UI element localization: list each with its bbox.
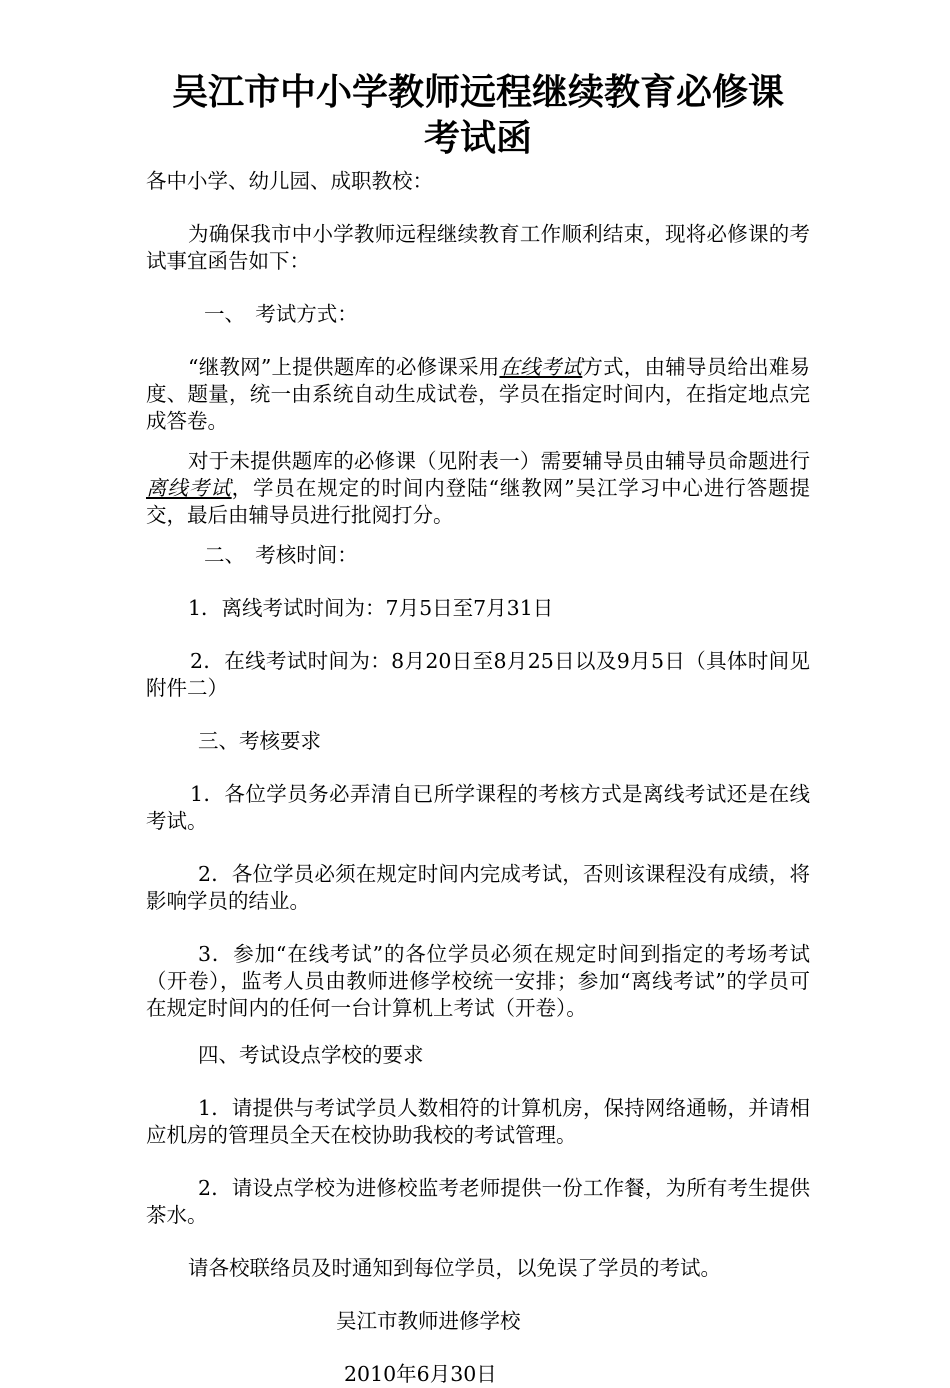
closing-paragraph: 请各校联络员及时通知到每位学员，以免误了学员的考试。 [188, 1256, 721, 1280]
section-1-heading: 一、 考试方式： [204, 302, 358, 326]
section-4-item-2: 2．请设点学校为进修校监考老师提供一份工作餐，为所有考生提供茶水。 [146, 1176, 810, 1227]
section-3-item-2: 2．各位学员必须在规定时间内完成考试，否则该课程没有成绩，将影响学员的结业。 [146, 862, 810, 913]
section-2-heading: 二、 考核时间： [204, 543, 358, 567]
section-1-paragraph-1 [146, 354, 810, 435]
section-4-item-1: 1．请提供与考试学员人数相符的计算机房，保持网络通畅，并请相应机房的管理员全天在校协助我校的考试管理。 [146, 1096, 810, 1147]
section-2-item-2: 2．在线考试时间为：8月20日至8月25日以及9月5日（具体时间见附件二） [146, 649, 810, 700]
section-2-item-1: 1．离线考试时间为：7月5日至7月31日 [188, 596, 554, 620]
document-title [146, 70, 810, 162]
document-page [146, 70, 810, 1388]
section-3-item-3: 3．参加“在线考试”的各位学员必须在规定时间到指定的考场考试（开卷），监考人员由教师进修学校统一安排；参加“离线考试”的学员可在规定时间内的任何一台计算机上考试（开卷）。 [146, 942, 810, 1020]
section-4-heading: 四、考试设点学校的要求 [198, 1043, 424, 1067]
section-1-paragraph-1-text-b: 方式，由辅导员给出难易度、题量，统一由系统自动生成试卷，学员在指定时间内，在指定地点完成答卷。 [146, 355, 811, 433]
section-1-paragraph-2 [146, 448, 810, 529]
online-exam-emphasis: 在线考试 [499, 355, 583, 379]
signature: 吴江市教师进修学校 [336, 1309, 521, 1333]
section-1-paragraph-2-text-b: ，学员在规定的时间内登陆“继教网”吴江学习中心进行答题提交，最后由辅导员进行批阅打分。 [146, 476, 810, 527]
title-line-2: 考试函 [423, 118, 532, 159]
intro-paragraph: 为确保我市中小学教师远程继续教育工作顺利结束，现将必修课的考试事宜函告如下： [146, 222, 810, 273]
section-3-item-1: 1．各位学员务必弄清自已所学课程的考核方式是离线考试还是在线考试。 [146, 782, 810, 833]
title-line-1: 吴江市中小学教师远程继续教育必修课 [171, 72, 784, 113]
section-1-paragraph-1-text-a: “继教网”上提供题库的必修课采用 [188, 355, 500, 379]
section-3-heading: 三、考核要求 [198, 729, 321, 753]
offline-exam-emphasis: 离线考试 [146, 476, 232, 500]
section-1-paragraph-2-text-a: 对于未提供题库的必修课（见附表一）需要辅导员由辅导员命题进行 [188, 449, 810, 473]
salutation: 各中小学、幼儿园、成职教校： [146, 169, 433, 193]
document-date: 2010年6月30日 [344, 1362, 497, 1386]
